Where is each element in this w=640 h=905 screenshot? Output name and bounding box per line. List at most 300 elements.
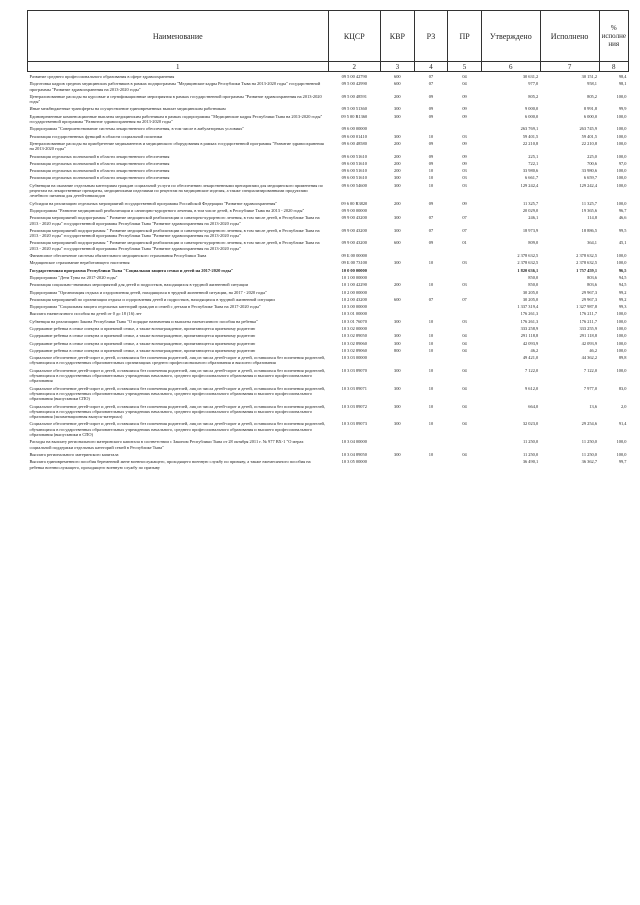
table-row [28, 266, 629, 273]
row-name: Реализация социально-значимых мероприятий для детей и подростков, находящихся в трудной жизненной ситуации [29, 282, 248, 288]
row-kcsr: 10 0 00 00000 [341, 267, 367, 273]
row-kcsr: 10 3 02 00000 [341, 325, 367, 331]
row-kvr [381, 302, 415, 309]
row-kcsr: 10 3 03 89071 [341, 385, 367, 391]
row-pr: 04 [462, 347, 467, 353]
table-row [28, 280, 629, 287]
row-kcsr: 10 3 01 00000 [341, 311, 367, 317]
header-kvr: КВР [381, 11, 415, 62]
row-kcsr: 09 6 00 48580 [341, 140, 367, 146]
row-kcsr: 09 6 00 51610 [341, 160, 367, 166]
row-kvr: 300 [394, 227, 401, 233]
budget-table [27, 10, 629, 470]
row-kvr: 200 [394, 282, 401, 288]
row-executed: 11 250,0 [581, 439, 598, 445]
row-name: Развитие среднего профессионального образования в сфере здравоохранения [29, 74, 175, 79]
row-percent: 100,0 [616, 126, 627, 132]
row-pr: 03 [462, 168, 467, 174]
row-pr: 04 [462, 421, 467, 427]
table-row [28, 346, 629, 353]
row-percent: 100,0 [616, 200, 627, 206]
row-kvr: 600 [394, 81, 401, 87]
row-name: Реализация отдельных полномочий в области лекарственного обеспечения [29, 153, 170, 159]
row-executed: 18 886,5 [581, 227, 598, 233]
row-percent: 45,1 [618, 240, 627, 246]
header-percent: % исполне ния [599, 11, 628, 62]
row-kcsr: 09 9 00 43200 [341, 227, 367, 233]
row-rz: 07 [428, 215, 434, 221]
row-percent: 94,5 [618, 274, 627, 280]
row-kvr: 200 [394, 153, 401, 159]
row-pr [448, 437, 482, 450]
row-name: Выплата ежемесячного пособия на детей от 0 до 18 (16) лет [29, 311, 142, 317]
row-name: Единовременные компенсационные выплаты медицинским работникам в рамках подпрограммы "Медицинские кадры Республики Тыва на 2013-2020 годы" государственной программы "Развитие здравоохранения на 2013-2020 годы" [29, 113, 323, 125]
row-percent: 100,0 [616, 175, 627, 181]
row-percent: 100,0 [616, 439, 627, 445]
table-row [28, 132, 629, 139]
row-rz: 10 [428, 182, 434, 188]
row-pr: 07 [462, 215, 467, 221]
header-executed: Исполнено [540, 11, 599, 62]
row-pr: 03 [462, 282, 467, 288]
table-row [28, 92, 629, 105]
row-kcsr: 10 3 04 89050 [341, 451, 367, 457]
row-kcsr: 10 3 02 89050 [341, 333, 367, 339]
row-kvr: 300 [394, 403, 401, 409]
row-executed: 42 093,9 [581, 340, 598, 346]
row-kvr: 200 [394, 200, 401, 206]
row-approved: 333 258,9 [520, 325, 539, 331]
row-executed: 6 000,0 [583, 113, 598, 119]
row-executed: 291 118,8 [579, 333, 598, 339]
row-approved: 6 000,0 [525, 113, 539, 119]
row-pr: 09 [462, 93, 467, 99]
table-row [28, 139, 629, 152]
row-approved: 30 205,0 [522, 289, 539, 295]
row-executed: 333 255,9 [579, 325, 598, 331]
row-percent: 91,4 [618, 421, 627, 427]
row-rz [414, 288, 448, 295]
row-approved: 6 661,7 [525, 175, 539, 181]
row-percent: 46,6 [618, 215, 627, 221]
row-percent: 100,0 [616, 311, 627, 317]
row-name: Выплата единовременного пособия беременной жене военнослужащего, проходящего военную службу по призыву, а также ежемесячного пособия на ребенка военнослужащего, проходящего военную службу по призыву [29, 459, 311, 470]
table-row [28, 173, 629, 180]
row-name: Реализация мероприятий подпрограммы " Развитие медицинской реабилитации и санаторно-курортного лечения, в том числе детей, в Республике Тыва на 2013 - 2020 годы" государственной программы Республики Тыва "Развитие здравоохранения на 2013-2020 годы" [29, 240, 320, 251]
row-percent: 98,1 [618, 81, 627, 87]
row-executed: 8 991,8 [583, 106, 598, 112]
row-kcsr: 09 6 00 51610 [341, 175, 367, 181]
row-kcsr: 09 5 00 R1360 [341, 113, 368, 119]
row-pr: 04 [462, 403, 467, 409]
row-kvr: 200 [394, 160, 401, 166]
row-name: Социальное обеспечение детей-сирот и детей, оставшихся без попечения родителей, лиц из числа детей-сирот и детей, оставшихся без попечения родителей, обучающихся в государственных образовательных учреждениях начального, среднего профессионального образования и высшего профессионального образования [29, 367, 326, 384]
row-executed: 44 362,2 [581, 355, 598, 361]
table-row [28, 152, 629, 159]
row-pr [448, 288, 482, 295]
row-percent: 100,0 [616, 451, 627, 457]
row-kvr: 300 [394, 113, 401, 119]
row-rz: 07 [428, 227, 434, 233]
row-name: Социальное обеспечение детей-сирот и детей, оставшихся без попечения родителей, лиц из числа детей-сирот и детей, оставшихся без попечения родителей, обучающихся в государственных образовательных учреждениях начального, среднего профессионального образования и высшего профессионального образования (выпускники СПО) [29, 385, 326, 402]
col-number: 4 [414, 62, 448, 72]
row-approved: 850,0 [528, 274, 539, 280]
row-pr: 09 [462, 153, 467, 159]
row-pr: 04 [462, 340, 467, 346]
row-pr [448, 309, 482, 316]
row-rz: 10 [428, 403, 434, 409]
row-kvr: 200 [394, 93, 401, 99]
row-rz: 10 [428, 318, 434, 324]
row-name: Субсидии на реализацию отдельных мероприятий государственной программы Российской Федерации "Развитие здравоохранения" [29, 200, 278, 206]
row-kvr [381, 206, 415, 213]
row-name: Социальное обеспечение детей-сирот и детей, оставшихся без попечения родителей, лиц из числа детей-сирот и детей, оставшихся без попечения родителей, обучающихся в государственных образовательных учреждениях начального, среднего профессионального образования и высшего профессионального образования (выпускники в СПО) [29, 421, 326, 438]
row-executed: 36 362,7 [581, 459, 598, 465]
row-kvr: 300 [394, 385, 401, 391]
table-row [28, 402, 629, 420]
row-executed: 29 967,3 [581, 289, 598, 295]
row-kvr [381, 457, 415, 470]
row-name: Субвенция на реализацию Закона Республики Тыва "О порядке назначения и выплаты ежемесячного пособия на ребенка" [29, 318, 258, 324]
row-kvr: 300 [394, 133, 401, 139]
row-kvr: 300 [394, 333, 401, 339]
row-executed: 1 757 459,1 [576, 267, 598, 273]
row-kcsr: 10 2 00 43200 [341, 296, 367, 302]
header-name: Наименование [28, 11, 329, 62]
table-row [28, 159, 629, 166]
row-percent: 99,5 [618, 227, 627, 233]
row-approved: 722,1 [528, 160, 539, 166]
row-name: Содержание ребенка в семье опекуна и приемной семье, а также вознаграждение, причитающееся приемному родителю [29, 347, 256, 353]
row-pr: 04 [462, 81, 467, 87]
table-row [28, 258, 629, 265]
row-rz: 07 [428, 74, 434, 79]
row-rz: 09 [428, 240, 434, 246]
row-kvr [381, 288, 415, 295]
row-percent: 100,0 [616, 318, 627, 324]
column-number-row [28, 62, 629, 72]
row-kcsr: 09 Б 00 00000 [341, 253, 368, 259]
row-executed: 29 967,3 [581, 296, 598, 302]
row-name: Подготовка кадров средних медицинских работников в рамках подпрограммы "Медицинские кадры Республики Тыва на 2013-2020 годы" государственной программы "Развитие здравоохранения на 2013-2020 годы" [29, 81, 321, 92]
table-row [28, 419, 629, 437]
row-pr [448, 251, 482, 258]
row-rz [414, 353, 448, 366]
row-executed: 1 327 987,8 [576, 304, 598, 310]
row-kvr: 300 [394, 367, 401, 373]
row-executed: 225,0 [587, 153, 598, 159]
header-kcsr: КЦСР [328, 11, 381, 62]
row-kcsr: 09 6 00 51610 [341, 153, 367, 159]
row-rz: 09 [428, 160, 434, 166]
row-approved: 42 093,9 [522, 340, 539, 346]
row-name: Подпрограмма "Социальная защита отдельных категорий граждан и семей с детьми в Республике Тыва на 2017-2020 годы" [29, 304, 261, 310]
row-approved: 11 250,0 [522, 451, 539, 457]
row-approved: 291 118,8 [520, 333, 539, 339]
row-rz: 10 [428, 451, 434, 457]
row-approved: 32 023,0 [522, 421, 539, 427]
table-row [28, 366, 629, 384]
row-kcsr: 10 1 00 00000 [341, 274, 367, 280]
row-approved: 225,1 [528, 153, 539, 159]
row-kvr: 600 [394, 74, 401, 79]
row-executed: 19 365,6 [581, 207, 598, 213]
row-kcsr: 09 Б 00 73100 [341, 260, 368, 266]
row-rz: 07 [428, 296, 434, 302]
row-pr: 09 [462, 140, 467, 146]
row-pr: 04 [462, 451, 467, 457]
row-kvr: 600 [394, 296, 401, 302]
row-executed: 29 254,6 [581, 421, 598, 427]
row-pr: 03 [462, 260, 467, 266]
table-row [28, 72, 629, 80]
row-percent: 100,0 [616, 260, 627, 266]
row-approved: 1 820 636,1 [517, 267, 539, 273]
row-rz [414, 124, 448, 131]
row-executed: 46,2 [589, 347, 598, 353]
row-percent: 100,0 [616, 182, 627, 188]
row-kvr [381, 273, 415, 280]
row-pr: 09 [462, 200, 467, 206]
row-approved: 664,0 [528, 403, 539, 409]
row-kvr [381, 353, 415, 366]
row-kcsr: 10 3 03 00000 [341, 355, 367, 361]
row-approved: 176 261,3 [520, 311, 539, 317]
table-row [28, 206, 629, 213]
row-approved: 20 029,0 [522, 207, 539, 213]
row-pr [448, 324, 482, 331]
row-percent: 100,0 [616, 168, 627, 174]
row-kvr [381, 309, 415, 316]
row-rz [414, 206, 448, 213]
row-approved: 11 325,7 [522, 200, 539, 206]
table-row [28, 309, 629, 316]
row-percent: 100,0 [616, 333, 627, 339]
row-kvr: 300 [394, 421, 401, 427]
row-kcsr: 09 6 00 51610 [341, 168, 367, 174]
row-name: Реализация отдельных полномочий в области лекарственного обеспечения [29, 175, 170, 181]
row-executed: 13,6 [589, 403, 598, 409]
row-percent: 100,0 [616, 113, 627, 119]
row-name: Реализация отдельных полномочий в области лекарственного обеспечения [29, 168, 170, 174]
row-rz: 09 [428, 200, 434, 206]
row-pr: 09 [462, 106, 467, 112]
row-name: Социальное обеспечение детей-сирот и детей, оставшихся без попечения родителей, лиц из числа детей-сирот и детей, оставшихся без попечения родителей, обучающихся в государственных образовательных учреждениях начального, среднего профессионального образования и высшего профессионального образования (экзаменационная выпуск-материал) [29, 403, 326, 420]
row-pr: 09 [462, 113, 467, 119]
row-executed: 33 980,6 [581, 168, 598, 174]
row-rz: 10 [428, 282, 434, 288]
row-executed: 700,6 [587, 160, 598, 166]
row-executed: 803,6 [587, 274, 598, 280]
row-kcsr: 10 1 00 42290 [341, 282, 367, 288]
row-approved: 850,0 [528, 282, 539, 288]
row-pr: 03 [462, 175, 467, 181]
row-pr: 03 [462, 318, 467, 324]
row-rz: 10 [428, 168, 434, 174]
row-kcsr: 10 3 03 89072 [341, 403, 367, 409]
row-approved: 36 490,1 [522, 459, 539, 465]
header-pr: ПР [448, 11, 482, 62]
header-rz: РЗ [414, 11, 448, 62]
row-kcsr: 09 9 00 43200 [341, 215, 367, 221]
row-kvr [381, 251, 415, 258]
row-executed: 176 211,7 [579, 311, 598, 317]
row-kcsr: 10 3 01 76070 [341, 318, 367, 324]
row-executed: 958,1 [587, 81, 598, 87]
row-approved: 246,1 [528, 215, 539, 221]
row-approved: 18 973,9 [522, 227, 539, 233]
table-row [28, 457, 629, 470]
row-pr [448, 124, 482, 131]
row-pr: 07 [462, 296, 467, 302]
row-name: Реализация отдельных полномочий в области лекарственного обеспечения [29, 160, 170, 166]
row-executed: 364,1 [587, 240, 598, 246]
row-executed: 7 977,0 [583, 385, 598, 391]
row-approved: 30 631,2 [522, 74, 539, 79]
row-percent: 100,0 [616, 133, 627, 139]
row-kcsr: 09 5 00 42990 [341, 81, 367, 87]
col-number: 5 [448, 62, 482, 72]
table-row [28, 238, 629, 251]
row-approved: 33 980,6 [522, 168, 539, 174]
col-number: 8 [599, 62, 628, 72]
row-approved: 2 378 632,5 [517, 253, 539, 259]
row-name: Содержание ребенка в семье опекуна и приемной семье, а также вознаграждение, причитающееся приемному родителю [29, 333, 256, 339]
table-row [28, 324, 629, 331]
row-rz: 10 [428, 347, 434, 353]
row-approved: 11 250,0 [522, 439, 539, 445]
row-name: Расходы на выплату регионального материнского капитала в соответствии с Законом Республики Тыва от 28 октября 2011 г. № 977 ВХ-1 "О мерах социальной поддержки отдельных категорий семей в Республике Тыва" [29, 439, 304, 450]
row-rz [414, 302, 448, 309]
row-approved: 129 242,4 [520, 182, 539, 188]
row-pr: 04 [462, 333, 467, 339]
row-pr: 04 [462, 385, 467, 391]
row-percent: 100,0 [616, 153, 627, 159]
row-rz: 09 [428, 113, 434, 119]
row-rz: 09 [428, 106, 434, 112]
row-percent: 94,5 [618, 282, 627, 288]
row-percent: 100,0 [616, 340, 627, 346]
row-name: Подпрограмма "Дети Тувы на 2017-2020 годы" [29, 274, 118, 280]
row-rz [414, 309, 448, 316]
row-kvr: 300 [394, 175, 401, 181]
row-percent: 99,3 [618, 304, 627, 310]
row-kcsr: 10 3 04 00000 [341, 439, 367, 445]
row-approved: 7 122,0 [525, 367, 539, 373]
row-percent: 97,0 [618, 160, 627, 166]
row-pr [448, 353, 482, 366]
row-approved: 2 378 632,5 [517, 260, 539, 266]
row-name: Подпрограмма "Организация отдыха и оздоровления детей, находящихся в трудной жизненной ситуации, на 2017 - 2020 годы" [29, 289, 268, 295]
row-name: Финансовое обеспечение системы обязательного медицинского страхования Республики Тыва [29, 253, 207, 259]
table-row [28, 353, 629, 366]
table-row [28, 112, 629, 125]
row-kvr [381, 266, 415, 273]
row-percent: 100,0 [616, 347, 627, 353]
row-executed: 263 745,9 [579, 126, 598, 132]
row-kcsr: 09 6 00 54600 [341, 182, 367, 188]
row-rz: 10 [428, 340, 434, 346]
row-kcsr: 09 6 00 01410 [341, 133, 367, 139]
row-name: Содержание ребенка в семье опекуна и приемной семье, а также вознаграждение, причитающееся приемному родителю [29, 340, 256, 346]
table-row [28, 295, 629, 302]
header-approved: Утверждено [481, 11, 540, 62]
row-rz: 10 [428, 421, 434, 427]
row-kcsr: 10 2 00 00000 [341, 289, 367, 295]
row-rz: 10 [428, 175, 434, 181]
row-name: Реализация мероприятий по организации отдыха и оздоровления детей и подростков, находящихся в трудной жизненной ситуации [29, 296, 275, 302]
row-name: Социальное обеспечение детей-сирот и детей, оставшихся без попечения родителей, лиц из числа детей-сирот и детей, оставшихся без попечения родителей, обучающихся в государственных образовательных организациях среднего профессионального образования и высшего образования [29, 355, 326, 366]
row-kcsr: 10 3 00 00000 [341, 304, 367, 310]
col-number: 2 [328, 62, 381, 72]
row-kcsr: 09 6 00 R3820 [341, 200, 368, 206]
table-row [28, 331, 629, 338]
table-row [28, 199, 629, 206]
col-number: 1 [28, 62, 329, 72]
row-rz [414, 324, 448, 331]
row-rz: 10 [428, 333, 434, 339]
table-row [28, 288, 629, 295]
row-executed: 129 242,4 [579, 182, 598, 188]
row-pr: 04 [462, 367, 467, 373]
row-percent: 99,9 [618, 106, 627, 112]
row-name: Государственная программа Республики Тыва "Социальная защита семьи и детей на 2017-2020 годы" [29, 267, 234, 273]
row-rz: 09 [428, 140, 434, 146]
table-row [28, 450, 629, 457]
row-executed: 176 211,7 [579, 318, 598, 324]
row-rz [414, 266, 448, 273]
table-row [28, 124, 629, 131]
row-kcsr: 10 3 02 89060 [341, 347, 367, 353]
row-pr [448, 266, 482, 273]
row-kvr: 300 [394, 340, 401, 346]
row-executed: 2 378 632,5 [576, 260, 598, 266]
row-kcsr: 10 3 03 89073 [341, 421, 367, 427]
row-pr: 01 [462, 240, 467, 246]
table-row [28, 339, 629, 346]
table-row [28, 181, 629, 199]
row-percent: 98,4 [618, 74, 627, 79]
row-pr [448, 273, 482, 280]
row-name: Выплата регионального материнского капитала [29, 451, 119, 457]
row-executed: 30 151,2 [581, 74, 598, 79]
row-rz: 07 [428, 81, 434, 87]
table-row [28, 437, 629, 450]
row-percent: 99,7 [618, 459, 627, 465]
table-row [28, 251, 629, 258]
row-executed: 803,6 [587, 282, 598, 288]
row-approved: 9 612,0 [525, 385, 539, 391]
row-kcsr: 10 3 03 89070 [341, 367, 367, 373]
row-name: Подпрограмма "Развитие медицинской реабилитации и санаторно-курортного лечения, в том числе детей, в Республике Тыва на 2013 - 2020 годы" [29, 207, 305, 213]
row-kvr: 800 [394, 347, 401, 353]
row-rz: 10 [428, 367, 434, 373]
row-kvr [381, 324, 415, 331]
row-kcsr: 09 9 00 43200 [341, 240, 367, 246]
col-number: 3 [381, 62, 415, 72]
row-pr [448, 206, 482, 213]
row-approved: 263 769,1 [520, 126, 539, 132]
row-approved: 49 421,0 [522, 355, 539, 361]
row-percent: 100,0 [616, 367, 627, 373]
row-kcsr: 09 5 00 48591 [341, 93, 367, 99]
table-row [28, 166, 629, 173]
row-pr: 03 [462, 182, 467, 188]
row-rz: 10 [428, 385, 434, 391]
row-approved: 977,0 [528, 81, 539, 87]
row-executed: 7 122,0 [583, 367, 598, 373]
row-rz: 09 [428, 93, 434, 99]
